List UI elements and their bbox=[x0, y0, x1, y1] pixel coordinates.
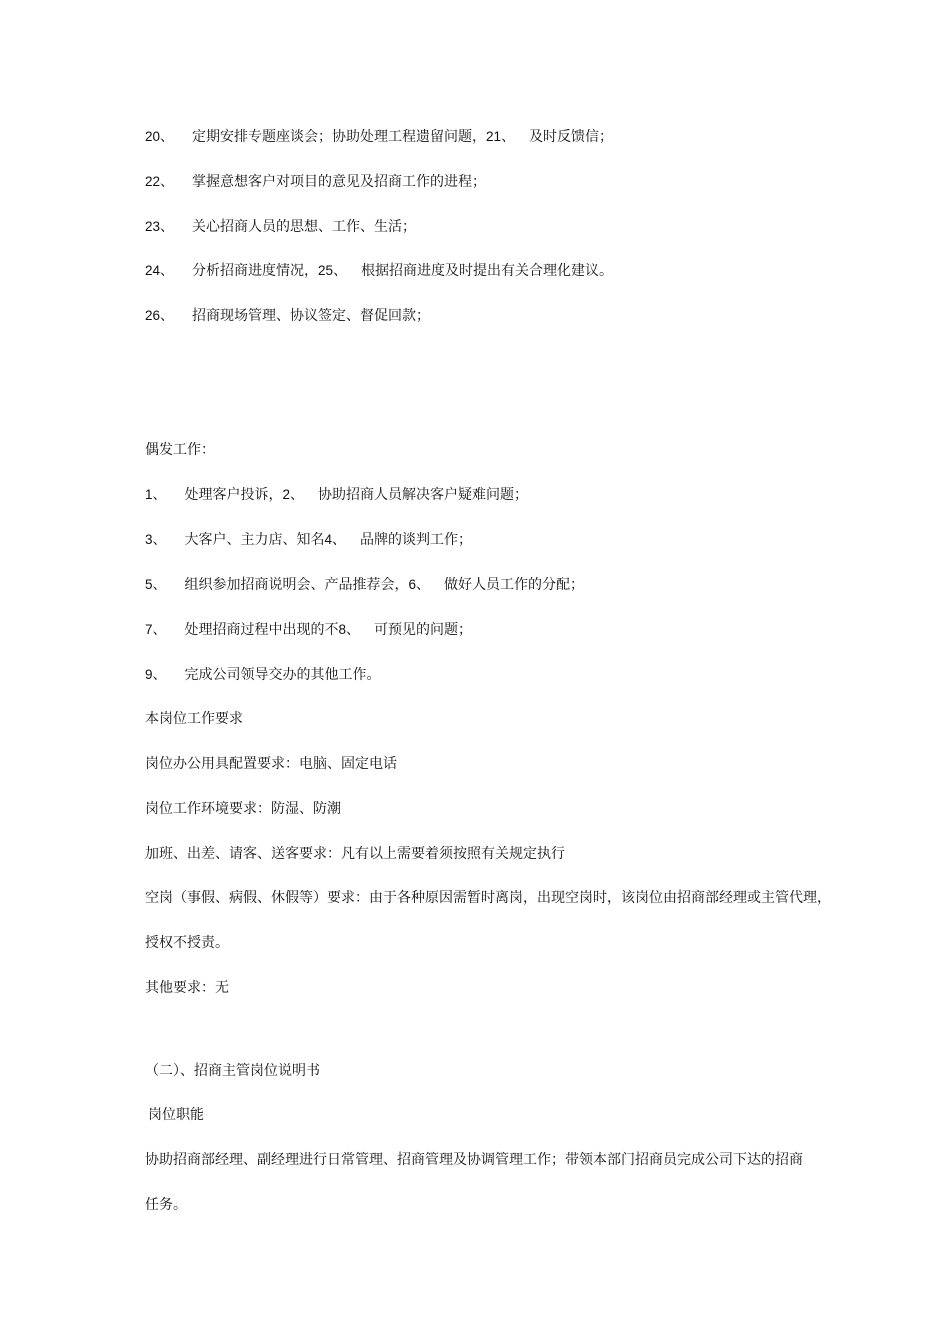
item-text: 分析招商进度情况， bbox=[192, 263, 319, 279]
duty-item-23: 23、 关心招商人员的思想、工作、生活； bbox=[145, 219, 417, 235]
section-title: （二）、招商主管岗位说明书 bbox=[145, 1063, 320, 1079]
item-number: 8 bbox=[338, 622, 347, 637]
item-text: 处理客户投诉， bbox=[184, 487, 283, 503]
requirements-heading: 本岗位工作要求 bbox=[145, 711, 243, 727]
overtime-requirement: 加班、出差、请客、送客要求：凡有以上需要着须按照有关规定执行 bbox=[145, 846, 565, 862]
item-text: 处理招商过程中出现的不 bbox=[184, 622, 339, 638]
item-number: 24 bbox=[145, 263, 161, 278]
item-text: 完成公司领导交办的其他工作。 bbox=[184, 667, 381, 683]
item-text: 可预见的问题； bbox=[374, 622, 473, 638]
occasional-item-3: 3、 大客户、主力店、知名4、 品牌的谈判工作； bbox=[145, 532, 473, 548]
item-number: 22 bbox=[145, 174, 161, 189]
item-text: 根据招商进度及时提出有关合理化建议。 bbox=[361, 263, 614, 279]
function-description-line1: 协助招商部经理、副经理进行日常管理、招商管理及协调管理工作；带领本部门招商员完成公司下达的招商 bbox=[145, 1152, 803, 1168]
other-requirement: 其他要求：无 bbox=[145, 980, 229, 996]
item-number: 9 bbox=[145, 667, 153, 682]
item-number: 26 bbox=[145, 308, 161, 323]
occasional-item-1: 1、 处理客户投诉，2、 协助招商人员解决客户疑难问题； bbox=[145, 487, 529, 503]
item-text: 定期安排专题座谈会；协助处理工程遗留问题， bbox=[192, 129, 487, 145]
function-description-line2: 任务。 bbox=[145, 1197, 187, 1213]
item-number: 4 bbox=[324, 532, 333, 547]
occasional-item-7: 7、 处理招商过程中出现的不8、 可预见的问题； bbox=[145, 622, 473, 638]
duty-item-24: 24、 分析招商进度情况，25、 根据招商进度及时提出有关合理化建议。 bbox=[145, 263, 614, 279]
duty-item-22: 22、 掌握意想客户对项目的意见及招商工作的进程； bbox=[145, 174, 487, 190]
duty-item-20: 20、 定期安排专题座谈会；协助处理工程遗留问题，21、 及时反馈信； bbox=[145, 129, 614, 145]
item-text: 品牌的谈判工作； bbox=[360, 532, 473, 548]
item-number: 20 bbox=[145, 129, 161, 144]
vacancy-requirement-line2: 授权不授责。 bbox=[145, 935, 229, 951]
item-number: 23 bbox=[145, 219, 161, 234]
item-text: 做好人员工作的分配； bbox=[444, 577, 585, 593]
item-text: 掌握意想客户对项目的意见及招商工作的进程； bbox=[192, 174, 487, 190]
office-requirement: 岗位办公用具配置要求：电脑、固定电话 bbox=[145, 756, 397, 772]
duty-item-26: 26、 招商现场管理、协议签定、督促回款； bbox=[145, 308, 431, 324]
item-text: 招商现场管理、协议签定、督促回款； bbox=[192, 308, 431, 324]
item-number: 6 bbox=[408, 577, 417, 592]
occasional-heading: 偶发工作： bbox=[145, 442, 215, 458]
item-number: 21 bbox=[486, 129, 502, 144]
item-text: 组织参加招商说明会、产品推荐会， bbox=[184, 577, 409, 593]
occasional-item-5: 5、 组织参加招商说明会、产品推荐会，6、 做好人员工作的分配； bbox=[145, 577, 585, 593]
item-text: 大客户、主力店、知名 bbox=[184, 532, 325, 548]
item-number: 2 bbox=[282, 487, 291, 502]
item-number: 5 bbox=[145, 577, 153, 592]
occasional-item-9: 9、 完成公司领导交办的其他工作。 bbox=[145, 667, 381, 683]
item-number: 25 bbox=[318, 263, 334, 278]
environment-requirement: 岗位工作环境要求：防湿、防潮 bbox=[145, 801, 341, 817]
item-number: 3 bbox=[145, 532, 153, 547]
item-number: 1 bbox=[145, 487, 153, 502]
item-number: 7 bbox=[145, 622, 153, 637]
item-text: 关心招商人员的思想、工作、生活； bbox=[192, 219, 417, 235]
item-text: 协助招商人员解决客户疑难问题； bbox=[318, 487, 529, 503]
function-heading: 岗位职能 bbox=[148, 1107, 204, 1123]
vacancy-requirement-line1: 空岗（事假、病假、休假等）要求：由于各种原因需暂时离岗，出现空岗时，该岗位由招商部经理或主管代理， bbox=[145, 890, 831, 906]
item-text: 及时反馈信； bbox=[529, 129, 614, 145]
